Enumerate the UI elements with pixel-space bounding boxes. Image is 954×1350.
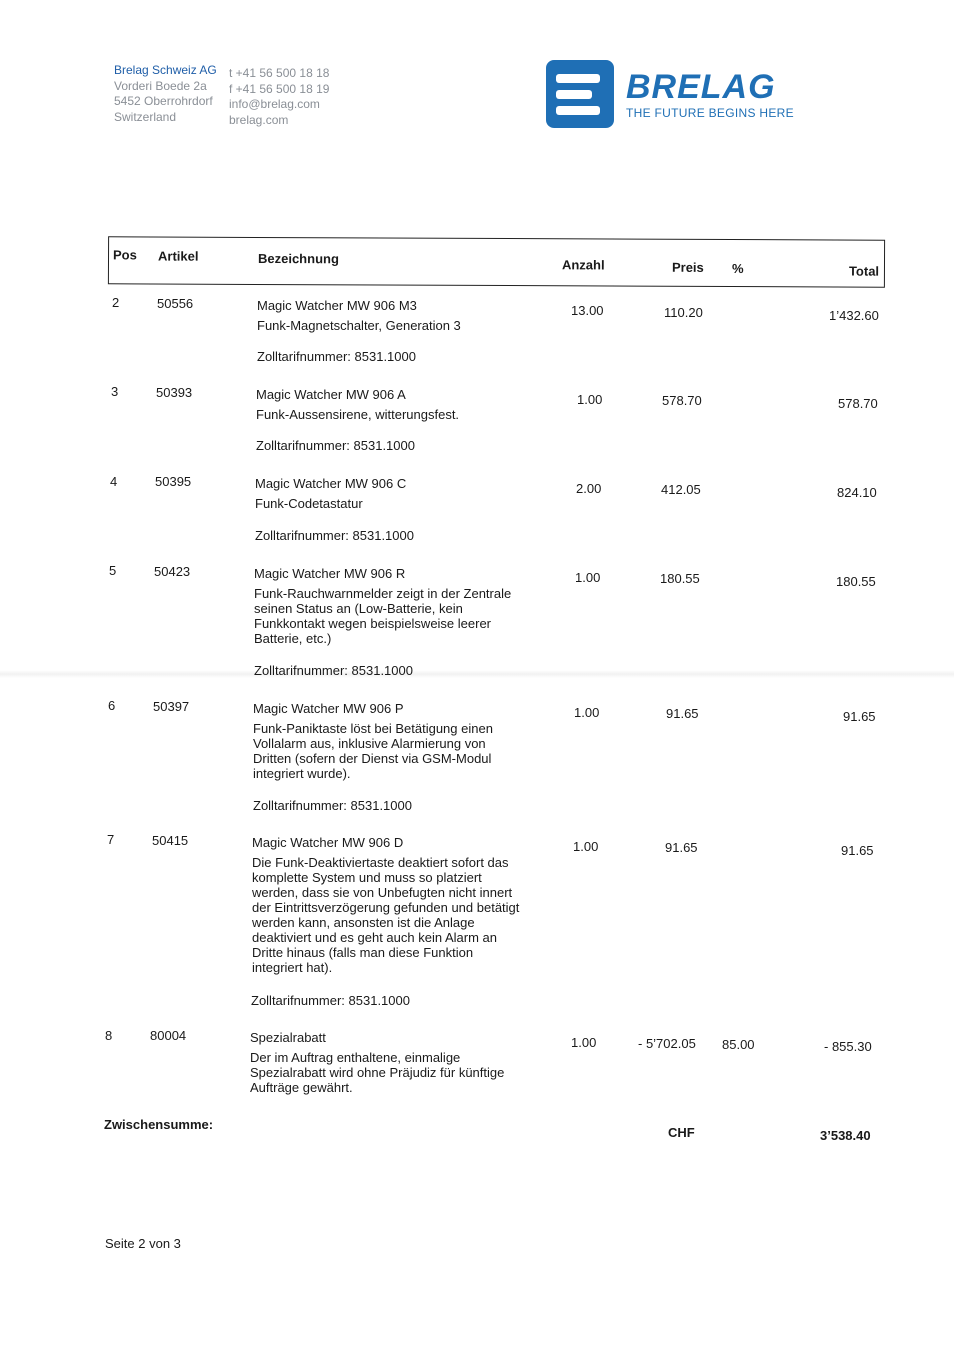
row-desc: Die Funk-Deaktiviertaste deaktiert sofort das komplette System und muss so platziert werden, dass sie von Unbefugten nicht innert der Eintrittsverzögerung gefunden und betätigt werden kann, ansonsten ist die Anlage deaktiviert und es geht auch kein Alarm an Dritte hinaus (falls man diese Funktion integriert hat).	[252, 855, 520, 975]
subtotal-label: Zwischensumme:	[104, 1117, 214, 1132]
row-zolltarif: Zolltarifnummer: 8531.1000	[254, 663, 413, 678]
page-number: Seite 2 von 3	[105, 1236, 181, 1251]
header-pos: Pos	[112, 247, 137, 263]
website: brelag.com	[229, 112, 289, 127]
row-artikel: 50393	[156, 385, 193, 400]
row-anzahl: 1.00	[571, 1035, 597, 1050]
row-desc: Funk-Aussensirene, witterungsfest.	[256, 407, 460, 422]
row-pos: 2	[112, 295, 120, 310]
row-artikel: 50423	[154, 564, 191, 579]
company-name: Brelag Schweiz AG	[114, 63, 217, 77]
fax-number: f +41 56 500 18 19	[229, 81, 330, 96]
row-anzahl: 1.00	[574, 705, 600, 720]
row-desc: Funk-Rauchwarnmelder zeigt in der Zentrale seinen Status an (Low-Batterie, kein Funkkontakt wegen beispielsweise leerer Batterie, etc.)	[254, 586, 512, 646]
row-pos: 5	[109, 563, 117, 578]
row-title: Magic Watcher MW 906 C	[255, 476, 407, 491]
row-pos: 4	[110, 474, 118, 489]
row-pos: 7	[107, 832, 115, 847]
row-title: Magic Watcher MW 906 A	[256, 387, 406, 402]
row-anzahl: 13.00	[571, 303, 604, 318]
header-anzahl: Anzahl	[561, 257, 605, 273]
row-description	[252, 835, 520, 975]
row-zolltarif: Zolltarifnummer: 8531.1000	[257, 349, 416, 364]
row-description	[254, 566, 516, 646]
header-total: Total	[848, 263, 880, 279]
row-artikel: 50397	[153, 699, 190, 714]
row-zolltarif: Zolltarifnummer: 8531.1000	[253, 798, 412, 813]
row-total: - 855.30	[824, 1039, 872, 1054]
table-header	[108, 236, 885, 287]
row-preis: 180.55	[660, 571, 700, 586]
row-description	[250, 1030, 512, 1095]
row-anzahl: 1.00	[577, 392, 603, 407]
row-preis: 110.20	[664, 305, 703, 320]
row-desc: Funk-Codetastatur	[255, 496, 363, 511]
row-title: Magic Watcher MW 906 R	[254, 566, 406, 581]
header-percent: %	[731, 261, 744, 277]
row-description	[255, 476, 525, 511]
row-anzahl: 2.00	[576, 481, 602, 496]
company-street: Vorderi Boede 2a	[114, 78, 207, 93]
logo-tagline: THE FUTURE BEGINS HERE	[626, 106, 794, 120]
row-description	[253, 701, 515, 781]
row-preis: 578.70	[662, 393, 702, 408]
company-country: Switzerland	[114, 109, 177, 124]
row-artikel: 50415	[152, 833, 189, 848]
row-preis: 412.05	[661, 482, 701, 497]
row-title: Magic Watcher MW 906 P	[253, 701, 404, 716]
header-artikel: Artikel	[157, 248, 199, 264]
row-pos: 8	[105, 1028, 113, 1043]
row-discount-percent: 85.00	[722, 1037, 755, 1052]
row-anzahl: 1.00	[573, 839, 599, 854]
company-city: 5452 Oberrohrdorf	[114, 94, 213, 108]
row-desc: Funk-Paniktaste löst bei Betätigung einen Vollalarm aus, inklusive Alarmierung von Dritten (sofern der Dienst via GSM-Modul integriert wurde).	[253, 721, 493, 781]
row-total: 578.70	[838, 396, 878, 411]
brelag-logo	[546, 60, 806, 130]
row-anzahl: 1.00	[575, 570, 601, 585]
row-description	[257, 298, 527, 333]
company-contact	[229, 66, 329, 128]
logo-mark-icon	[546, 60, 614, 128]
phone-number: t +41 56 500 18 18	[229, 66, 330, 80]
subtotal-amount: 3’538.40	[820, 1128, 871, 1143]
row-artikel: 50395	[155, 474, 192, 489]
row-preis: 91.65	[666, 706, 699, 721]
email-address: info@brelag.com	[229, 97, 320, 111]
header-bezeichnung: Bezeichnung	[257, 250, 339, 267]
row-preis: - 5’702.05	[638, 1036, 696, 1051]
row-artikel: 50556	[157, 296, 194, 311]
row-title: Spezialrabatt	[250, 1030, 326, 1045]
row-zolltarif: Zolltarifnummer: 8531.1000	[256, 438, 415, 453]
row-title: Magic Watcher MW 906 M3	[257, 298, 417, 313]
paper-fold-shadow	[0, 670, 954, 678]
row-total: 824.10	[837, 485, 877, 500]
logo-wordmark: BRELAG	[626, 68, 776, 106]
row-desc: Der im Auftrag enthaltene, einmalige Spezialrabatt wird ohne Präjudiz für künftige Aufträge gewährt.	[250, 1050, 505, 1095]
row-total: 1’432.60	[829, 308, 879, 323]
row-pos: 3	[111, 384, 119, 399]
row-title: Magic Watcher MW 906 D	[252, 835, 404, 850]
row-zolltarif: Zolltarifnummer: 8531.1000	[255, 528, 414, 543]
row-pos: 6	[108, 698, 116, 713]
company-address	[114, 63, 217, 125]
row-preis: 91.65	[665, 840, 698, 855]
subtotal-currency: CHF	[668, 1125, 695, 1140]
row-total: 180.55	[836, 574, 876, 589]
row-zolltarif: Zolltarifnummer: 8531.1000	[251, 993, 410, 1008]
row-desc: Funk-Magnetschalter, Generation 3	[257, 318, 461, 333]
row-total: 91.65	[843, 709, 876, 724]
row-artikel: 80004	[150, 1028, 187, 1043]
row-description	[256, 387, 526, 422]
header-preis: Preis	[671, 259, 704, 275]
row-total: 91.65	[841, 843, 874, 858]
